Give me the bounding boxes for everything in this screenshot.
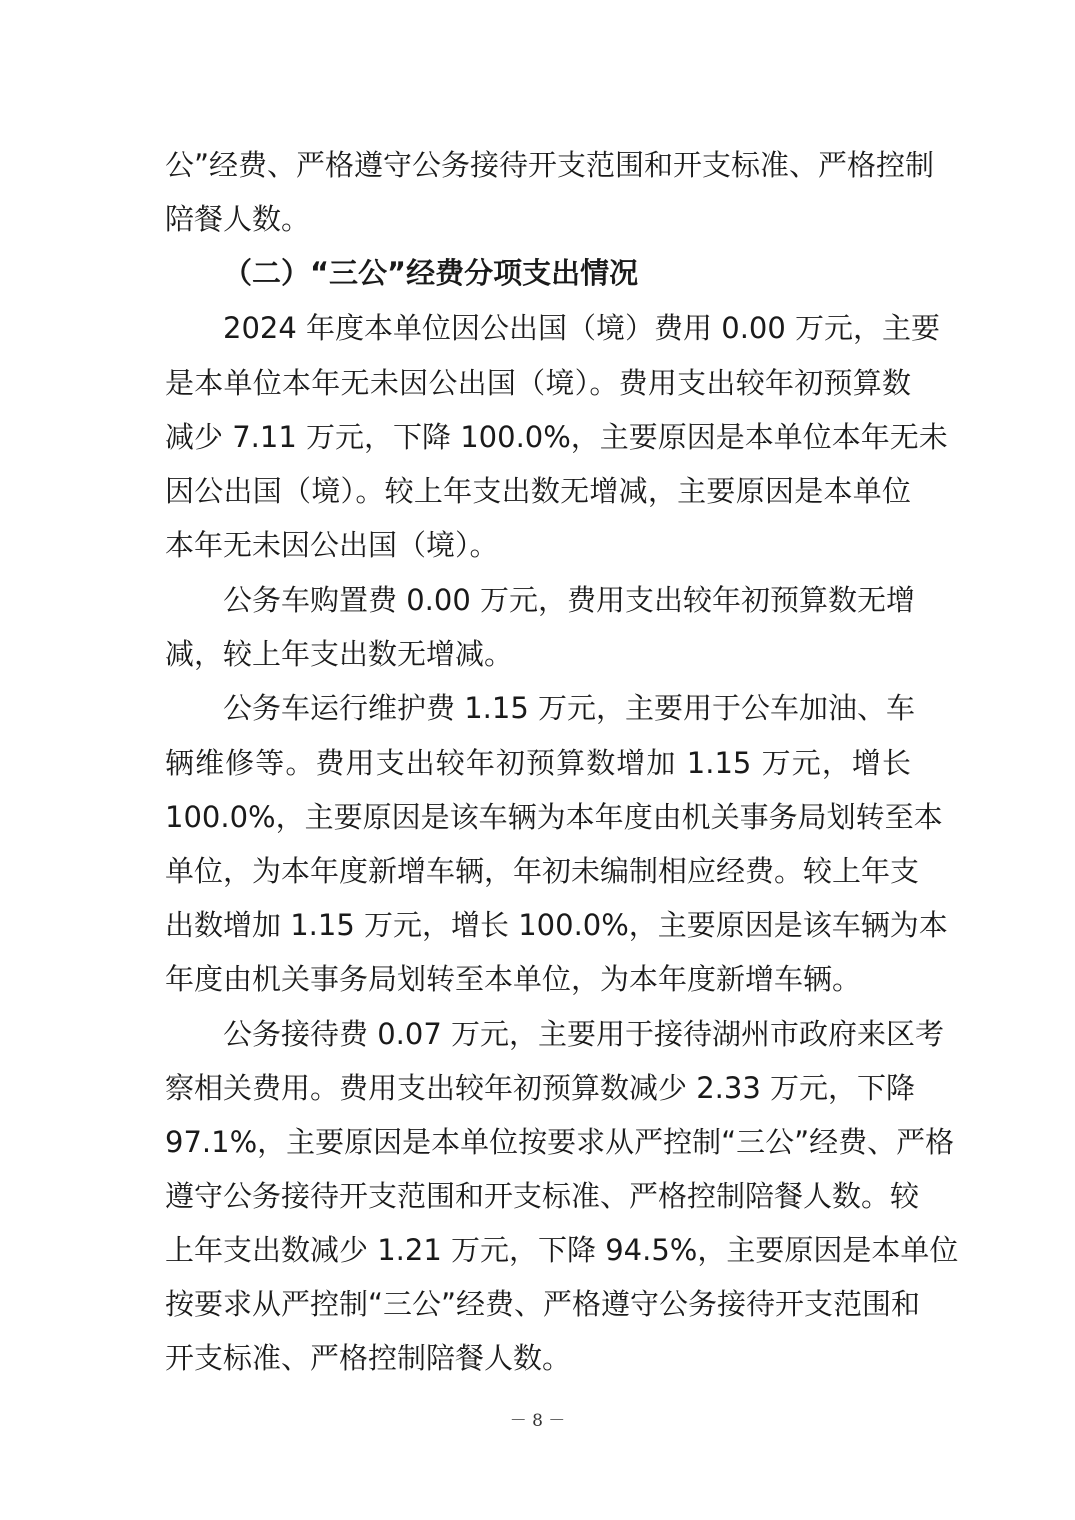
body-line: 年度由机关事务局划转至本单位，为本年度新增车辆。	[165, 962, 862, 996]
page-number: － 8 －	[509, 1411, 566, 1431]
body-line: 100.0%，主要原因是该车辆为本年度由机关事务局划转至本	[165, 800, 943, 834]
body-line: 按要求从严控制“三公”经费、严格遵守公务接待开支范围和	[165, 1287, 921, 1321]
section-heading: （二）“三公”经费分项支出情况	[223, 256, 639, 290]
body-line: 97.1%，主要原因是本单位按要求从严控制“三公”经费、严格	[165, 1125, 955, 1159]
body-line: 开支标准、严格控制陪餐人数。	[165, 1341, 572, 1375]
paragraph-first-line: 2024 年度本单位因公出国（境）费用 0.00 万元，主要	[223, 311, 941, 345]
body-line: 减少 7.11 万元，下降 100.0%，主要原因是本单位本年无未	[165, 420, 948, 454]
body-line: 陪餐人数。	[165, 202, 311, 236]
body-line: 因公出国（境）。较上年支出数无增减，主要原因是本单位	[165, 474, 911, 508]
body-line: 公”经费、严格遵守公务接待开支范围和开支标准、严格控制	[165, 148, 935, 182]
body-line: 察相关费用。费用支出较年初预算数减少 2.33 万元，下降	[165, 1071, 916, 1105]
body-line: 上年支出数减少 1.21 万元，下降 94.5%，主要原因是本单位	[165, 1233, 959, 1267]
body-line: 遵守公务接待开支范围和开支标准、严格控制陪餐人数。较	[165, 1179, 920, 1213]
paragraph-first-line: 公务车购置费 0.00 万元，费用支出较年初预算数无增	[223, 583, 916, 617]
paragraph-first-line: 公务车运行维护费 1.15 万元，主要用于公车加油、车	[223, 691, 916, 725]
body-line: 减，较上年支出数无增减。	[165, 637, 514, 671]
body-line: 是本单位本年无未因公出国（境）。费用支出较年初预算数	[165, 366, 911, 400]
body-line: 本年无未因公出国（境）。	[165, 528, 499, 562]
body-line: 出数增加 1.15 万元，增长 100.0%，主要原因是该车辆为本	[165, 908, 948, 942]
body-line: 辆维修等。费用支出较年初预算数增加 1.15 万元，增长	[165, 746, 911, 780]
paragraph-first-line: 公务接待费 0.07 万元，主要用于接待湖州市政府来区考	[223, 1017, 945, 1051]
body-line: 单位，为本年度新增车辆，年初未编制相应经费。较上年支	[165, 854, 920, 888]
